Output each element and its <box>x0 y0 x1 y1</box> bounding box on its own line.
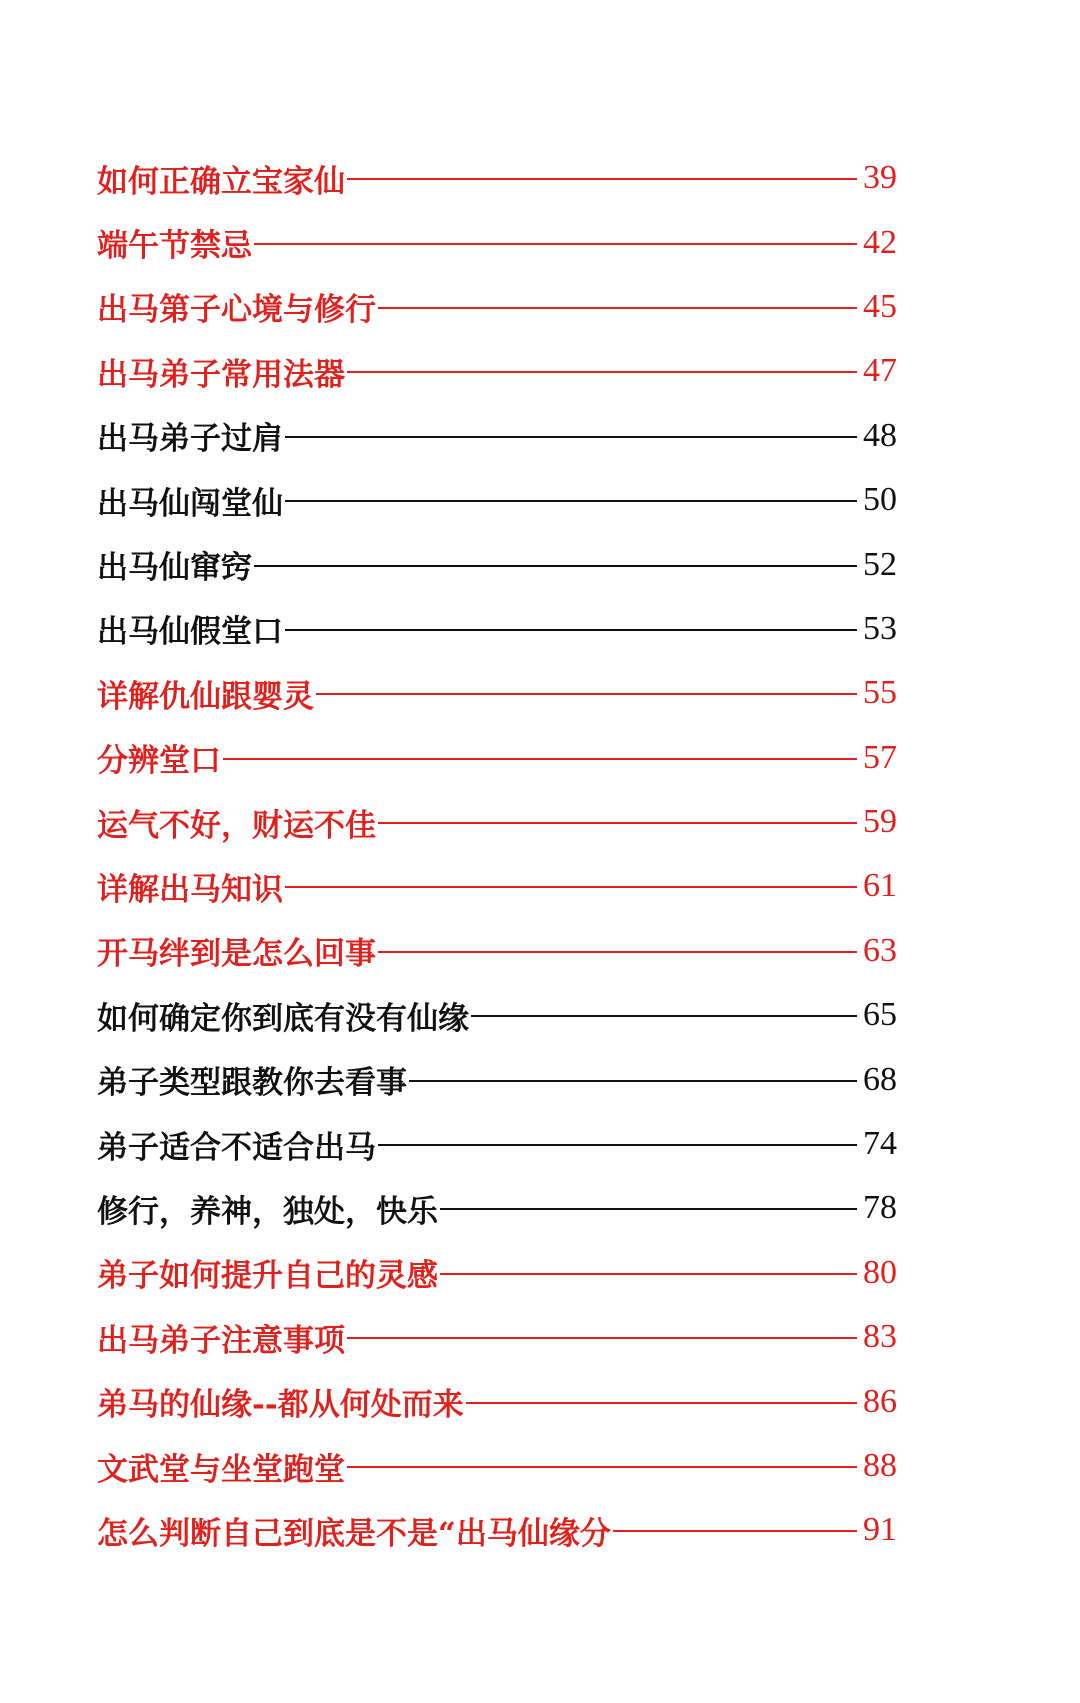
toc-leader-line <box>285 886 857 888</box>
toc-entry-page: 74 <box>863 1125 897 1163</box>
toc-entry-title: 出马仙假堂口 <box>97 614 283 651</box>
toc-entry-title: 出马仙闯堂仙 <box>97 485 283 522</box>
toc-leader-line <box>378 1144 857 1146</box>
toc-leader-line <box>378 822 857 824</box>
toc-entry[interactable] <box>97 532 897 596</box>
toc-leader-line <box>440 1273 857 1275</box>
toc-leader-line <box>409 1080 857 1082</box>
toc-entry-page: 52 <box>863 545 897 583</box>
toc-leader-line <box>466 1402 857 1404</box>
toc-entry-title: 修行，养神，独处，快乐 <box>97 1193 438 1230</box>
toc-entry-title: 分辨堂口 <box>97 743 221 780</box>
toc-entry[interactable] <box>97 1434 897 1498</box>
toc-entry-page: 80 <box>863 1253 897 1291</box>
toc-leader-line <box>613 1530 857 1532</box>
toc-leader-line <box>471 1015 857 1017</box>
toc-entry-title: 出马弟子过肩 <box>97 421 283 458</box>
toc-entry-page: 68 <box>863 1060 897 1098</box>
toc-leader-line <box>285 629 857 631</box>
toc-entry-title: 怎么判断自己到底是不是“出马仙缘分 <box>97 1515 611 1552</box>
toc-entry[interactable] <box>97 1498 897 1562</box>
toc-entry-page: 47 <box>863 352 897 390</box>
toc-entry[interactable] <box>97 790 897 854</box>
toc-entry-title: 如何确定你到底有没有仙缘 <box>97 1000 469 1037</box>
toc-leader-line <box>254 565 857 567</box>
table-of-contents <box>97 146 897 1563</box>
toc-entry-page: 63 <box>863 931 897 969</box>
toc-entry-title: 出马仙窜窍 <box>97 550 252 587</box>
toc-entry-title: 详解出马知识 <box>97 871 283 908</box>
toc-entry-title: 如何正确立宝家仙 <box>97 163 345 200</box>
toc-entry-title: 端午节禁忌 <box>97 228 252 265</box>
toc-entry[interactable] <box>97 1112 897 1176</box>
toc-entry-page: 83 <box>863 1318 897 1356</box>
toc-entry-title: 弟马的仙缘--都从何处而来 <box>97 1387 464 1424</box>
toc-leader-line <box>347 1466 857 1468</box>
toc-entry-page: 53 <box>863 609 897 647</box>
toc-entry-title: 出马弟子注意事项 <box>97 1322 345 1359</box>
toc-entry[interactable] <box>97 661 897 725</box>
toc-entry-title: 文武堂与坐堂跑堂 <box>97 1451 345 1488</box>
toc-entry-page: 42 <box>863 223 897 261</box>
toc-entry-page: 59 <box>863 803 897 841</box>
toc-entry-page: 48 <box>863 416 897 454</box>
toc-entry-page: 78 <box>863 1189 897 1227</box>
toc-entry-title: 开马绊到是怎么回事 <box>97 936 376 973</box>
toc-entry-title: 详解仇仙跟婴灵 <box>97 678 314 715</box>
toc-entry-title: 弟子适合不适合出马 <box>97 1129 376 1166</box>
toc-leader-line <box>347 371 857 373</box>
toc-entry-title: 出马弟子常用法器 <box>97 356 345 393</box>
toc-leader-line <box>223 758 857 760</box>
toc-leader-line <box>440 1208 857 1210</box>
toc-entry[interactable] <box>97 339 897 403</box>
toc-entry[interactable] <box>97 983 897 1047</box>
toc-entry[interactable] <box>97 1047 897 1111</box>
toc-entry-title: 弟子如何提升自己的灵感 <box>97 1258 438 1295</box>
toc-entry-page: 91 <box>863 1511 897 1549</box>
toc-entry-page: 55 <box>863 674 897 712</box>
toc-entry[interactable] <box>97 1176 897 1240</box>
toc-entry[interactable] <box>97 404 897 468</box>
toc-leader-line <box>378 307 857 309</box>
toc-entry-page: 50 <box>863 481 897 519</box>
toc-entry-title: 弟子类型跟教你去看事 <box>97 1065 407 1102</box>
toc-entry-page: 39 <box>863 159 897 197</box>
toc-entry[interactable] <box>97 854 897 918</box>
toc-entry-title: 运气不好，财运不佳 <box>97 807 376 844</box>
toc-entry[interactable] <box>97 275 897 339</box>
toc-leader-line <box>316 693 857 695</box>
toc-leader-line <box>347 1337 857 1339</box>
toc-entry[interactable] <box>97 1305 897 1369</box>
toc-entry[interactable] <box>97 726 897 790</box>
toc-entry-page: 45 <box>863 287 897 325</box>
toc-entry-page: 88 <box>863 1447 897 1484</box>
toc-entry-page: 86 <box>863 1382 897 1420</box>
toc-entry[interactable] <box>97 1369 897 1433</box>
toc-entry-page: 57 <box>863 738 897 776</box>
toc-entry-page: 61 <box>863 867 897 905</box>
toc-entry-page: 65 <box>863 996 897 1034</box>
toc-leader-line <box>254 243 857 245</box>
toc-entry[interactable] <box>97 210 897 274</box>
toc-entry[interactable] <box>97 919 897 983</box>
toc-leader-line <box>285 500 857 502</box>
toc-entry-title: 出马第子心境与修行 <box>97 292 376 329</box>
toc-leader-line <box>347 178 857 180</box>
toc-leader-line <box>285 436 857 438</box>
toc-entry[interactable] <box>97 1241 897 1305</box>
toc-entry[interactable] <box>97 597 897 661</box>
toc-leader-line <box>378 951 857 953</box>
toc-entry[interactable] <box>97 468 897 532</box>
toc-entry[interactable] <box>97 146 897 210</box>
